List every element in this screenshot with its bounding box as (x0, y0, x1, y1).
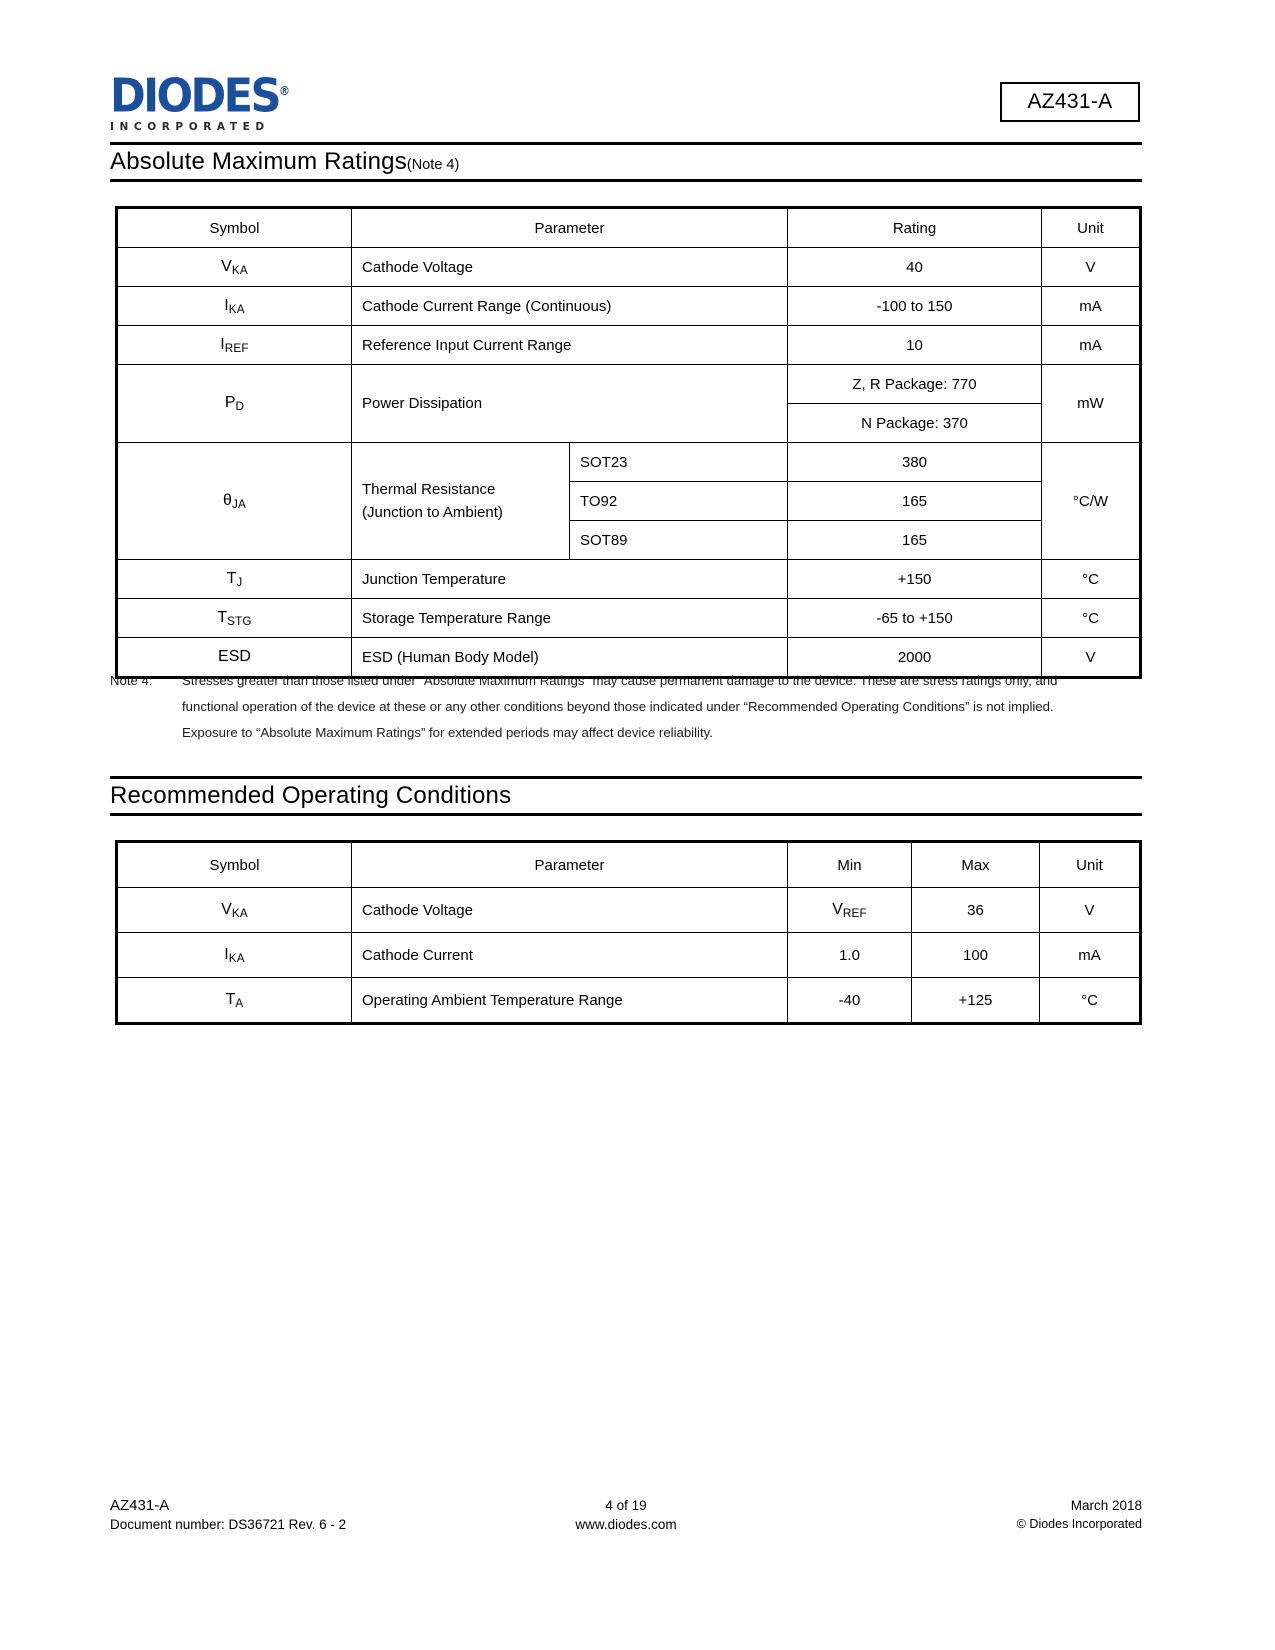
row-package-name: TO92 (570, 482, 788, 521)
row-symbol (118, 978, 352, 1023)
row-rating: -65 to +150 (788, 599, 1042, 638)
symbol-subscript: KA (231, 906, 248, 920)
abs-max-note-reference: (Note 4) (406, 157, 460, 173)
footer-left (110, 1496, 346, 1534)
row-parameter-line-1: Thermal Resistance (362, 480, 496, 498)
row-symbol (118, 599, 352, 638)
recommended-operating-conditions-table-wrapper (115, 840, 1142, 1025)
row-parameter: Cathode Current (352, 933, 788, 978)
column-header-rating: Rating (788, 209, 1042, 248)
symbol-base: ESD (218, 647, 251, 665)
table-row (118, 248, 1140, 287)
abs-max-title (110, 145, 1142, 176)
row-min: -40 (788, 978, 912, 1023)
abs-max-title-text: Absolute Maximum Ratings (110, 148, 407, 175)
row-symbol (118, 888, 352, 933)
absolute-maximum-ratings-table-wrapper (115, 206, 1142, 679)
row-max: 100 (912, 933, 1040, 978)
part-number-text: AZ431-A (1027, 90, 1113, 113)
table-row (118, 326, 1140, 365)
table-row (118, 599, 1140, 638)
footer-right (1017, 1496, 1142, 1534)
column-header-unit: Unit (1040, 843, 1140, 888)
row-parameter: Power Dissipation (352, 365, 788, 443)
row-min (788, 888, 912, 933)
note-4-body (182, 668, 1145, 746)
row-parameter: ESD (Human Body Model) (352, 638, 788, 677)
symbol-base: V (221, 900, 232, 918)
row-rating: 165 (788, 521, 1042, 560)
row-parameter (352, 443, 570, 560)
column-header-parameter: Parameter (352, 209, 788, 248)
row-package-name: SOT23 (570, 443, 788, 482)
note-4-block (110, 668, 1145, 746)
footer-document-number: Document number: DS36721 Rev. 6 - 2 (110, 1517, 347, 1532)
table-header-row (118, 209, 1140, 248)
row-unit: mA (1042, 326, 1140, 365)
table-row (118, 978, 1140, 1023)
rec-op-section-heading (110, 776, 1142, 816)
column-header-symbol: Symbol (118, 209, 352, 248)
row-unit: mW (1042, 365, 1140, 443)
row-rating: 165 (788, 482, 1042, 521)
note-4-line-3: Exposure to “Absolute Maximum Ratings” for extended periods may affect device reliability. (182, 725, 713, 740)
logo-wordmark-text: DIODES (110, 68, 279, 123)
table-row (118, 888, 1140, 933)
footer-part-number: AZ431-A (110, 1497, 170, 1514)
row-parameter: Junction Temperature (352, 560, 788, 599)
footer-copyright: © Diodes Incorporated (1016, 1517, 1142, 1531)
note-4-label: Note 4: (110, 673, 153, 688)
abs-max-section-heading (110, 142, 1142, 182)
logo-subtitle: INCORPORATED (110, 121, 270, 134)
row-rating: 40 (788, 248, 1042, 287)
registered-trademark-icon: ® (278, 84, 291, 98)
row-unit: mA (1040, 933, 1140, 978)
row-unit: °C/W (1042, 443, 1140, 560)
row-max: 36 (912, 888, 1040, 933)
logo-wordmark (110, 68, 443, 123)
symbol-subscript: KA (231, 263, 248, 277)
row-rating: -100 to 150 (788, 287, 1042, 326)
row-max: +125 (912, 978, 1040, 1023)
symbol-subscript: STG (227, 614, 252, 628)
footer-page-number: 4 of 19 (605, 1498, 647, 1513)
absolute-maximum-ratings-table (117, 208, 1140, 677)
recommended-operating-conditions-table (117, 842, 1140, 1023)
column-header-parameter: Parameter (352, 843, 788, 888)
footer-website-link[interactable]: www.diodes.com (575, 1517, 677, 1532)
row-unit: °C (1042, 599, 1140, 638)
row-parameter-line-2: (Junction to Ambient) (362, 504, 503, 521)
row-symbol (118, 326, 352, 365)
row-unit: V (1040, 888, 1140, 933)
column-header-symbol: Symbol (118, 843, 352, 888)
table-row (118, 560, 1140, 599)
symbol-base: I (220, 335, 225, 353)
row-symbol (118, 933, 352, 978)
row-symbol (118, 248, 352, 287)
rec-op-title: Recommended Operating Conditions (110, 782, 512, 809)
symbol-base: I (224, 296, 229, 314)
symbol-base: I (224, 945, 229, 963)
row-parameter: Reference Input Current Range (352, 326, 788, 365)
column-header-min: Min (788, 843, 912, 888)
row-package-name: SOT89 (570, 521, 788, 560)
row-unit: V (1042, 638, 1140, 677)
row-symbol (118, 560, 352, 599)
column-header-unit: Unit (1042, 209, 1140, 248)
row-unit: mA (1042, 287, 1140, 326)
table-header-row (118, 843, 1140, 888)
symbol-base: T (226, 569, 237, 587)
table-row (118, 365, 1140, 404)
row-parameter: Cathode Voltage (352, 248, 788, 287)
row-rating: 10 (788, 326, 1042, 365)
min-base: V (832, 900, 843, 918)
row-unit: V (1042, 248, 1140, 287)
row-rating-package-2: N Package: 370 (788, 404, 1042, 443)
row-symbol (118, 443, 352, 560)
note-4-line-1: Stresses greater than those listed under “Absolute Maximum Ratings” may cause permanent damage to the device. These are stress ratings only, and (182, 673, 1058, 688)
symbol-subscript: A (235, 996, 244, 1010)
symbol-subscript: J (236, 575, 243, 589)
row-rating: 380 (788, 443, 1042, 482)
row-min: 1.0 (788, 933, 912, 978)
row-unit: °C (1040, 978, 1140, 1023)
page-header (110, 68, 1140, 138)
symbol-subscript: REF (224, 341, 249, 355)
row-unit: °C (1042, 560, 1140, 599)
row-parameter: Operating Ambient Temperature Range (352, 978, 788, 1023)
row-rating: +150 (788, 560, 1042, 599)
row-rating: 2000 (788, 638, 1042, 677)
symbol-base: θ (223, 491, 232, 509)
column-header-max: Max (912, 843, 1040, 888)
section-bottom-rule (110, 179, 1142, 182)
symbol-subscript: JA (231, 497, 246, 511)
table-row (118, 443, 1140, 482)
part-number-badge (1000, 82, 1140, 122)
row-parameter: Storage Temperature Range (352, 599, 788, 638)
symbol-base: V (221, 257, 232, 275)
footer-date: March 2018 (1070, 1498, 1142, 1513)
diodes-logo (110, 68, 430, 133)
symbol-base: T (225, 990, 236, 1008)
symbol-subscript: KA (228, 951, 245, 965)
row-rating-package-1: Z, R Package: 770 (788, 365, 1042, 404)
row-symbol (118, 287, 352, 326)
row-parameter: Cathode Voltage (352, 888, 788, 933)
symbol-base: P (224, 394, 236, 412)
min-subscript: REF (842, 906, 867, 920)
symbol-base: T (217, 608, 228, 626)
symbol-subscript: D (235, 399, 245, 413)
row-parameter: Cathode Current Range (Continuous) (352, 287, 788, 326)
section-bottom-rule (110, 813, 1142, 816)
note-4-line-2: functional operation of the device at these or any other conditions beyond those indicated under “Recommended Operating Conditions” is not implied. (182, 699, 1054, 714)
symbol-subscript: KA (228, 302, 245, 316)
table-row (118, 287, 1140, 326)
row-symbol (118, 365, 352, 443)
table-row (118, 933, 1140, 978)
